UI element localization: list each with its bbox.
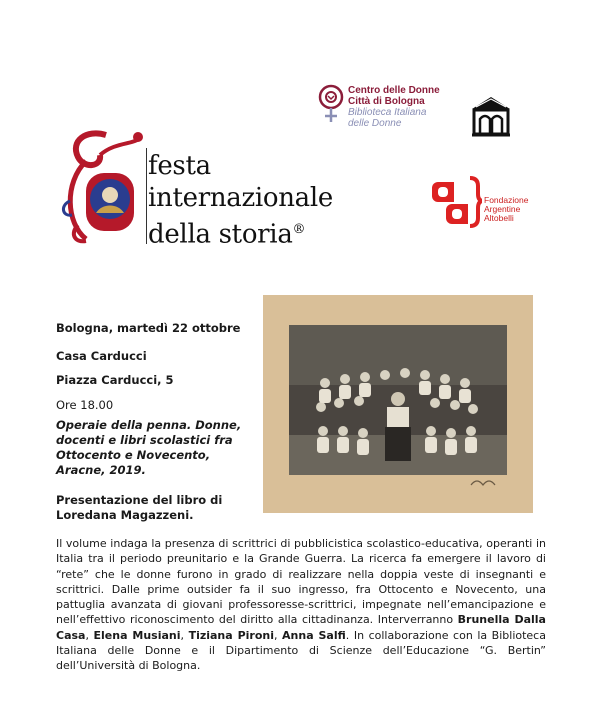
event-address: Piazza Carducci, 5 (56, 373, 174, 387)
speaker-3: Tiziana Pironi (188, 628, 274, 642)
fondazione-aa-logo (432, 174, 482, 228)
fondazione-logo-text (484, 196, 528, 223)
event-venue: Casa Carducci (56, 349, 147, 363)
venus-symbol-icon (316, 84, 346, 124)
festa-logo-title (148, 150, 333, 251)
historic-class-photo (263, 295, 533, 513)
library-building-logo (470, 93, 512, 137)
fondazione-line-1: Fondazione (484, 195, 529, 205)
separator: , (273, 628, 283, 642)
speaker-2: Elena Musiani (93, 628, 181, 642)
description-part-2: . In collaborazione con la Biblioteca Italiana delle Donne e il Dipartimento di Scienze dell’Educazione “G. Bertin” dell’Università di Bologna. (56, 628, 546, 673)
festa-logo-illuminated-letter (56, 127, 146, 245)
speaker-4: Anna Salfi (282, 628, 346, 642)
event-description (56, 536, 546, 674)
festa-title-line-2: internazionale (148, 183, 333, 213)
centro-donne-logo-text (348, 85, 440, 129)
separator: , (180, 628, 189, 642)
festa-title-line-3: della storia® (148, 219, 306, 250)
separator: , (85, 628, 94, 642)
centro-line-4: delle Donne (348, 118, 402, 129)
speaker-1: Brunella Dalla Casa (56, 613, 546, 642)
description-part-1: Il volume indaga la presenza di scrittrici di pubblicistica scolastico-educativa, operanti in Italia tra il periodo preunitario e la Grande Guerra. La ricerca fa emergere il lavoro di “rete” che le donne furono in grado di realizzare nella doppia veste di insegnanti e scrittrici. Dalle prime outsider fa il suo ingresso, fra Ottocento e Novecento, una pattuglia avanzata di giovani professoresse-scrittrici, impegnate nell’emancipazione e nell’effettivo riconoscimento del diritto alla cittadinanza. Interverranno (56, 537, 546, 627)
registered-mark: ® (292, 222, 306, 237)
fondazione-line-2: Argentine (484, 204, 521, 214)
centro-line-3: Biblioteca Italiana (348, 107, 427, 118)
event-date: Bologna, martedì 22 ottobre (56, 321, 241, 335)
book-title: Operaie della penna. Donne, docenti e libri scolastici fra Ottocento e Novecento, Aracne, 2019. (56, 418, 242, 477)
centro-line-2: Città di Bologna (348, 96, 425, 107)
festa-title-line-1: festa (148, 151, 211, 181)
event-time: Ore 18.00 (56, 398, 114, 412)
centro-line-1: Centro delle Donne (348, 85, 440, 96)
festa-logo-divider (146, 148, 147, 244)
presentation-line: Presentazione del libro di Loredana Magazzeni. (56, 493, 223, 522)
fondazione-line-3: Altobelli (484, 213, 514, 223)
